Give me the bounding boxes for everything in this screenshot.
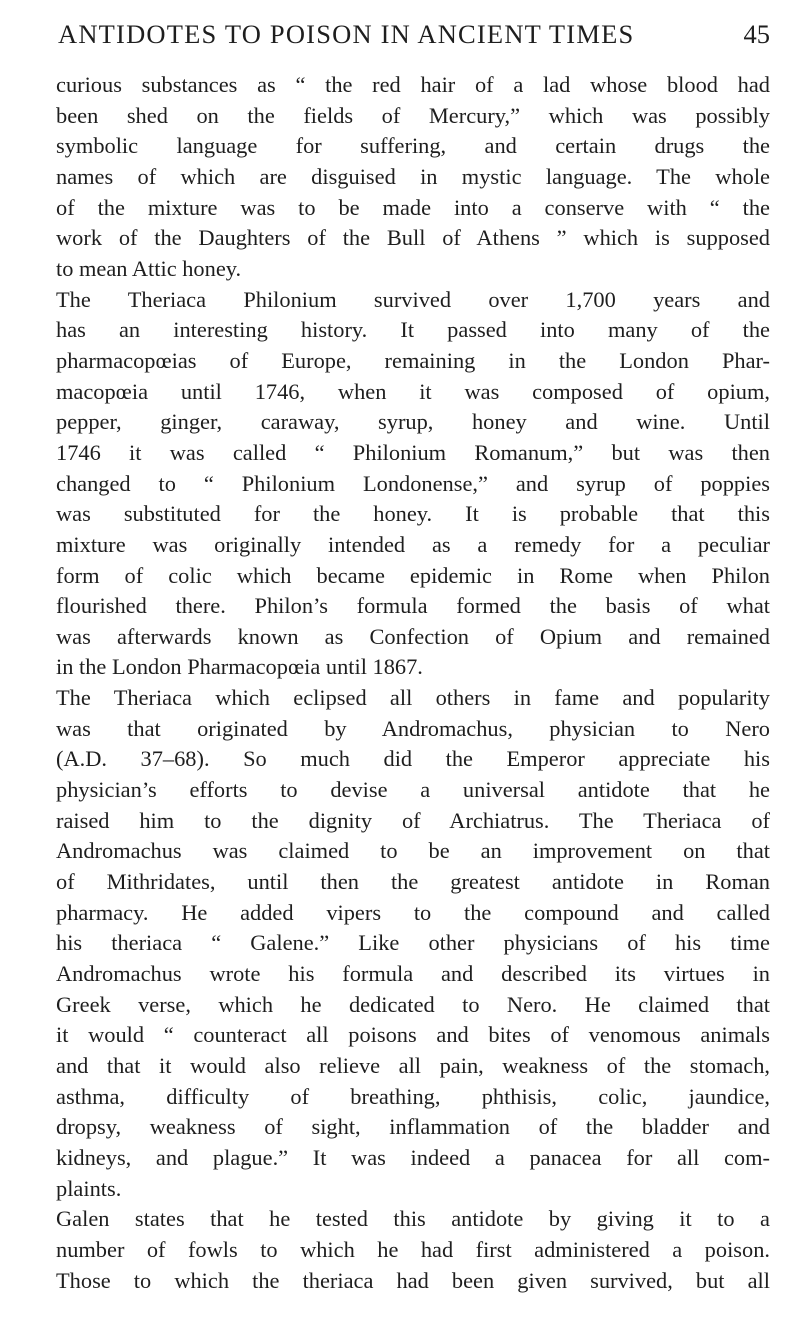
text-line: The Theriaca Philonium survived over 1,700 years and	[56, 286, 770, 312]
text-line: in the London Pharmacopœia until 1867.	[56, 654, 423, 680]
page-header	[56, 14, 770, 54]
text-line: changed to “ Philonium Londonense,” and syrup of poppies	[56, 470, 770, 496]
text-line: Andromachus was claimed to be an improvement on that	[56, 838, 770, 864]
text-line: Galen states that he tested this antidote by giving it to a	[56, 1206, 770, 1232]
text-line: physician’s efforts to devise a universal antidote that he	[56, 777, 770, 803]
text-line: curious substances as “ the red hair of a lad whose blood had	[56, 72, 770, 97]
body-text	[56, 70, 770, 1296]
page-number: 45	[743, 19, 770, 49]
text-line: pharmacy. He added vipers to the compound and called	[56, 899, 770, 925]
text-line: symbolic language for suffering, and certain drugs the	[56, 133, 770, 159]
text-line: dropsy, weakness of sight, inflammation of the bladder and	[56, 1114, 770, 1140]
text-line: been shed on the fields of Mercury,” which was possibly	[56, 102, 770, 128]
text-line: form of colic which became epidemic in Rome when Philon	[56, 562, 770, 588]
text-line: asthma, difficulty of breathing, phthisis, colic, jaundice,	[56, 1083, 770, 1109]
text-line: pharmacopœias of Europe, remaining in the London Phar-	[56, 347, 770, 373]
running-head: ANTIDOTES TO POISON IN ANCIENT TIMES	[58, 19, 635, 49]
text-line: 1746 it was called “ Philonium Romanum,” but was then	[56, 439, 770, 465]
text-line: plaints.	[56, 1175, 122, 1201]
text-line: pepper, ginger, caraway, syrup, honey and wine. Until	[56, 409, 770, 435]
text-line: was that originated by Andromachus, physician to Nero	[56, 715, 770, 741]
text-line: has an interesting history. It passed into many of the	[56, 317, 770, 343]
text-line: kidneys, and plague.” It was indeed a panacea for all com-	[56, 1144, 770, 1170]
text-line: was substituted for the honey. It is probable that this	[56, 501, 770, 527]
text-line: work of the Daughters of the Bull of Athens ” which is supposed	[56, 225, 770, 251]
text-line: (A.D. 37–68). So much did the Emperor appreciate his	[56, 746, 770, 772]
text-line: Andromachus wrote his formula and described its virtues in	[56, 961, 770, 987]
text-line: was afterwards known as Confection of Opium and remained	[56, 623, 770, 649]
text-line: names of which are disguised in mystic language. The whole	[56, 163, 770, 189]
text-line: of the mixture was to be made into a conserve with “ the	[56, 194, 770, 220]
text-line: macopœia until 1746, when it was composed of opium,	[56, 378, 770, 404]
text-line: raised him to the dignity of Archiatrus. The Theriaca of	[56, 807, 770, 833]
text-line: it would “ counteract all poisons and bites of venomous animals	[56, 1022, 770, 1048]
text-line: The Theriaca which eclipsed all others in fame and popularity	[56, 685, 770, 711]
text-line: and that it would also relieve all pain, weakness of the stomach,	[56, 1053, 770, 1078]
text-line: number of fowls to which he had first administered a poison.	[56, 1236, 770, 1262]
text-line: his theriaca “ Galene.” Like other physicians of his time	[56, 930, 770, 956]
text-line: flourished there. Philon’s formula formed the basis of what	[56, 593, 770, 619]
text-line: Those to which the theriaca had been given survived, but all	[56, 1267, 770, 1293]
text-line: mixture was originally intended as a remedy for a peculiar	[56, 531, 770, 557]
text-line: to mean Attic honey.	[56, 255, 242, 281]
text-line: of Mithridates, until then the greatest antidote in Roman	[56, 869, 770, 895]
text-line: Greek verse, which he dedicated to Nero. He claimed that	[56, 991, 770, 1017]
